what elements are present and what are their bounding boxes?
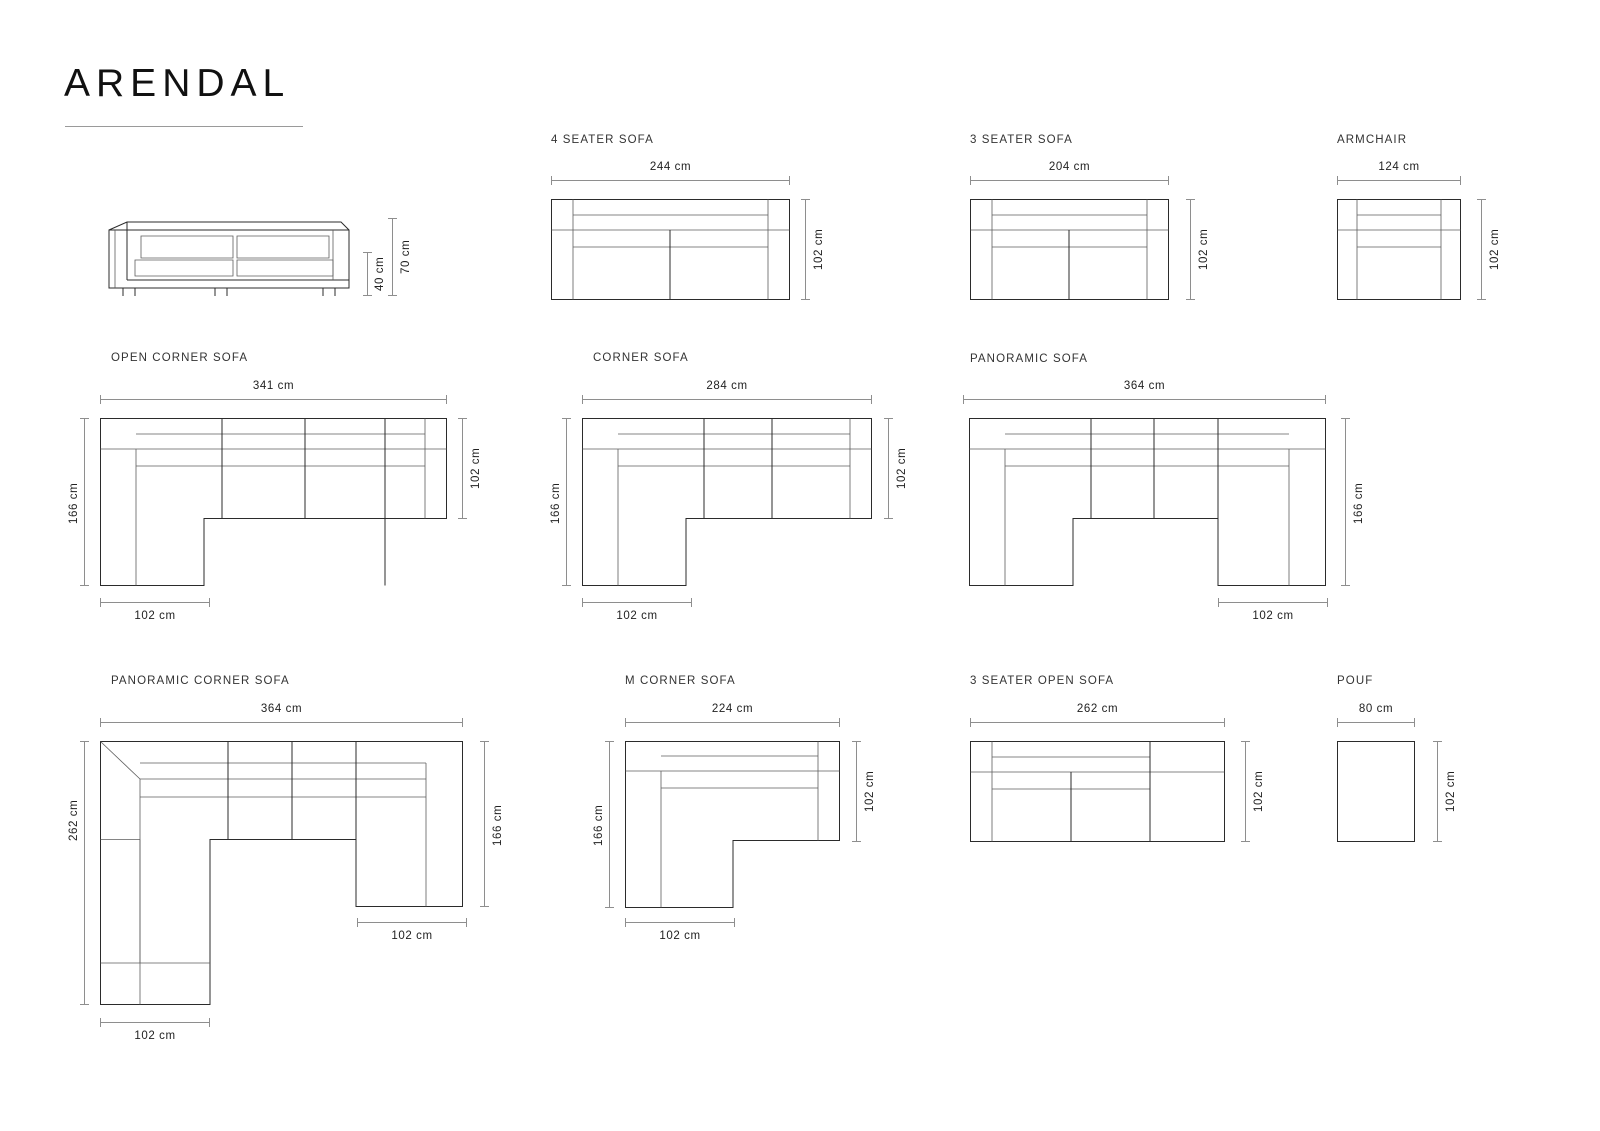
- dim-3seateropen-depth: 102 cm: [1253, 770, 1265, 813]
- dim-opencorner-width: 341 cm: [252, 380, 295, 392]
- label-panoramic-corner-sofa: PANORAMIC CORNER SOFA: [111, 675, 290, 687]
- dim-panocorner-left-depth: 262 cm: [68, 799, 80, 841]
- dim-rule-opencorner-depth: [462, 418, 463, 519]
- dim-pouf-width: 80 cm: [1358, 703, 1394, 715]
- dim-panoramic-chaise-width: 102 cm: [1252, 610, 1294, 622]
- dim-rule-3seater-width: [970, 180, 1169, 181]
- dim-rule-panocorner-right-depth: [484, 741, 485, 907]
- dim-rule-panoramic-right-depth: [1345, 418, 1346, 586]
- dim-panoramic-width: 364 cm: [1123, 380, 1166, 392]
- dim-rule-mcorner-depth: [856, 741, 857, 842]
- dim-panoramic-right-depth: 166 cm: [1353, 482, 1365, 524]
- label-open-corner-sofa: OPEN CORNER SOFA: [111, 352, 249, 364]
- dim-rule-panoramic-width: [963, 399, 1326, 400]
- label-panoramic-sofa: PANORAMIC SOFA: [970, 353, 1089, 365]
- dim-rule-panocorner-left-chaise-width: [100, 1022, 210, 1023]
- label-3-seater-open-sofa: 3 SEATER OPEN SOFA: [970, 675, 1115, 687]
- dim-armchair-depth: 102 cm: [1489, 228, 1501, 271]
- dim-opencorner-depth: 102 cm: [470, 447, 482, 490]
- dim-rule-3seateropen-depth: [1245, 741, 1246, 842]
- dim-rule-4seater-width: [551, 180, 790, 181]
- dim-rule-pouf-depth: [1437, 741, 1438, 842]
- dim-rule-panocorner-width: [100, 722, 463, 723]
- dim-rule-opencorner-chaise-width: [100, 602, 210, 603]
- dim-panocorner-left-chaise-width: 102 cm: [134, 1030, 176, 1042]
- dim-rule-corner-left-depth: [566, 418, 567, 586]
- dim-rule-armchair-depth: [1481, 199, 1482, 300]
- dim-panocorner-right-depth: 166 cm: [492, 804, 504, 846]
- dim-mcorner-depth: 102 cm: [864, 770, 876, 813]
- dim-mcorner-width: 224 cm: [711, 703, 754, 715]
- dim-corner-chaise-width: 102 cm: [616, 610, 658, 622]
- dim-rule-mcorner-width: [625, 722, 840, 723]
- dim-rule-mcorner-chaise-width: [625, 922, 735, 923]
- dim-corner-depth: 102 cm: [896, 447, 908, 490]
- dim-opencorner-chaise-width: 102 cm: [134, 610, 176, 622]
- dim-rule-3seater-depth: [1190, 199, 1191, 300]
- dim-corner-width: 284 cm: [706, 380, 748, 392]
- dim-3seater-depth: 102 cm: [1198, 228, 1210, 271]
- dim-rule-pouf-width: [1337, 722, 1415, 723]
- dim-rule-corner-width: [582, 399, 872, 400]
- dim-rule-corner-depth: [888, 418, 889, 519]
- dim-sideview-total-height: 70 cm: [400, 239, 412, 275]
- dim-rule-3seateropen-width: [970, 722, 1225, 723]
- dim-rule-sideview-seat-height: [367, 252, 368, 296]
- dim-panocorner-right-chaise-width: 102 cm: [391, 930, 433, 942]
- label-4-seater-sofa: 4 SEATER SOFA: [551, 134, 654, 146]
- label-armchair: ARMCHAIR: [1337, 134, 1408, 146]
- page-title: ARENDAL: [64, 62, 291, 105]
- dim-rule-opencorner-left-depth: [84, 418, 85, 586]
- label-3-seater-sofa: 3 SEATER SOFA: [970, 134, 1073, 146]
- dim-3seater-width: 204 cm: [1048, 161, 1091, 173]
- title-divider: [65, 126, 303, 127]
- dim-pouf-depth: 102 cm: [1445, 770, 1457, 813]
- dim-opencorner-left-depth: 166 cm: [68, 482, 80, 524]
- dim-sideview-seat-height: 40 cm: [374, 256, 386, 292]
- dim-3seateropen-width: 262 cm: [1076, 703, 1119, 715]
- dim-panocorner-width: 364 cm: [260, 703, 303, 715]
- label-m-corner-sofa: M CORNER SOFA: [625, 675, 736, 687]
- dim-mcorner-left-depth: 166 cm: [593, 804, 605, 846]
- label-corner-sofa: CORNER SOFA: [593, 352, 689, 364]
- dim-rule-4seater-depth: [805, 199, 806, 300]
- dim-rule-panoramic-chaise-width: [1218, 602, 1328, 603]
- dim-rule-armchair-width: [1337, 180, 1461, 181]
- dim-rule-sideview-total-height: [392, 218, 393, 296]
- dim-corner-left-depth: 166 cm: [550, 482, 562, 524]
- dim-mcorner-chaise-width: 102 cm: [659, 930, 701, 942]
- dim-rule-panocorner-right-chaise-width: [357, 922, 467, 923]
- dim-rule-panocorner-left-depth: [84, 741, 85, 1005]
- dim-4seater-depth: 102 cm: [813, 228, 825, 271]
- dim-4seater-width: 244 cm: [649, 161, 692, 173]
- dim-rule-mcorner-left-depth: [609, 741, 610, 908]
- dim-rule-opencorner-width: [100, 399, 447, 400]
- label-pouf: POUF: [1337, 675, 1374, 687]
- dim-armchair-width: 124 cm: [1378, 161, 1420, 173]
- dim-rule-corner-chaise-width: [582, 602, 692, 603]
